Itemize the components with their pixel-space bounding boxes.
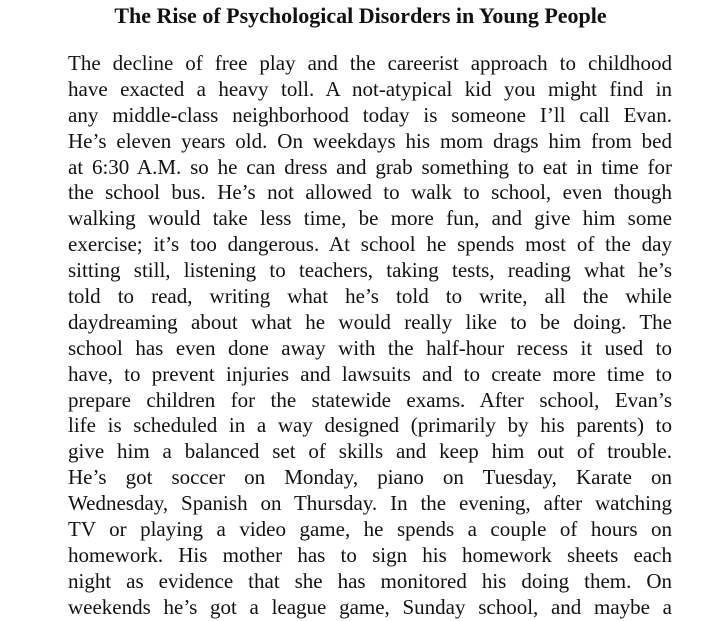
paragraph-line: give him a balanced set of skills and keep him out of trouble. [68,439,672,464]
paragraph-line: night as evidence that she has monitored his doing them. On [68,568,672,593]
paragraph-line: Wednesday, Spanish on Thursday. In the evening, after watching [68,491,672,516]
page-title: The Rise of Psychological Disorders in Young People [114,3,607,28]
paragraph-line: the school bus. He’s not allowed to walk to school, even though [68,180,672,205]
paragraph-line: prepare children for the statewide exams. After school, Evan’s [68,387,672,412]
paragraph-line: weekends he’s got a league game, Sunday school, and maybe a [68,594,672,619]
paragraph-line: homework. His mother has to sign his homework sheets each [68,542,672,567]
paragraph-line: school has even done away with the half-hour recess it used to [68,335,672,360]
paragraph-line: any middle-class neighborhood today is someone I’ll call Evan. [68,102,672,127]
paragraph-line: exercise; it’s too dangerous. At school he spends most of the day [68,232,672,257]
paragraph-line: have, to prevent injuries and lawsuits and to create more time to [68,361,672,386]
paragraph-line: told to read, writing what he’s told to write, all the while [68,284,672,309]
paragraph-line: sitting still, listening to teachers, taking tests, reading what he’s [68,258,672,283]
paragraph-line: life is scheduled in a way designed (primarily by his parents) to [68,413,672,438]
paragraph-line: daydreaming about what he would really like to be doing. The [68,309,672,334]
paragraph-line: TV or playing a video game, he spends a couple of hours on [68,517,672,542]
paragraph-line: The decline of free play and the careerist approach to childhood [68,51,672,75]
paragraph-line: He’s got soccer on Monday, piano on Tuesday, Karate on [68,465,672,490]
body-paragraph [68,51,672,621]
paragraph-line: at 6:30 A.M. so he can dress and grab something to eat in time for [68,154,672,179]
paragraph-line: have exacted a heavy toll. A not-atypical kid you might find in [68,76,672,101]
paragraph-line: He’s eleven years old. On weekdays his mom drags him from bed [68,128,672,153]
paragraph-line: walking would take less time, be more fun, and give him some [68,206,672,231]
